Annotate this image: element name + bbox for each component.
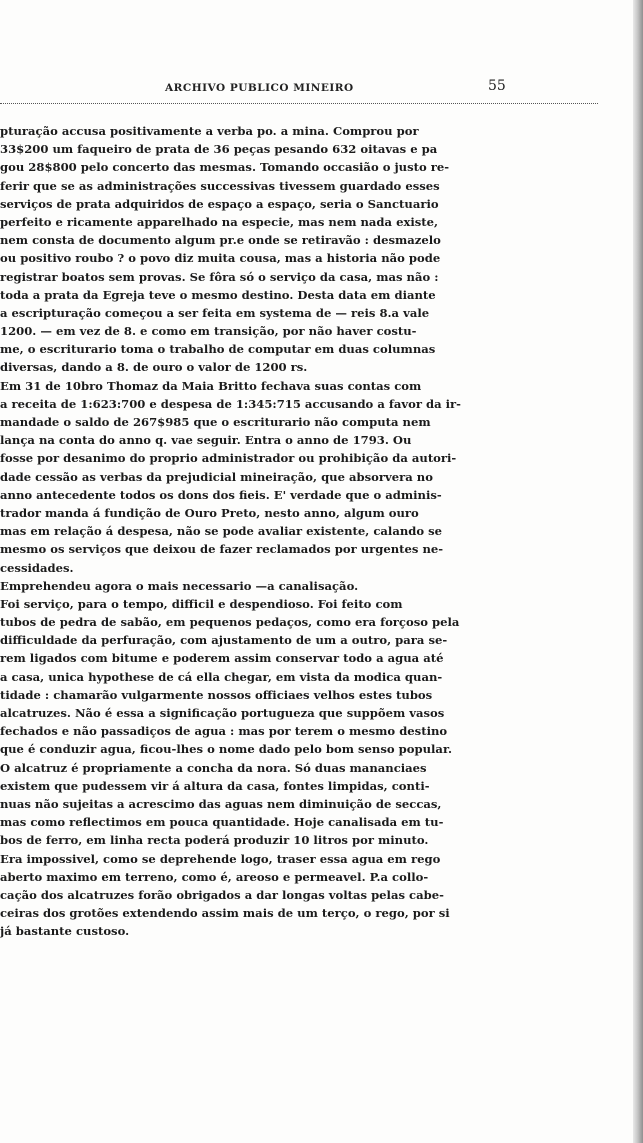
text-line: diversas, dando a 8. de ouro o valor de 1200 rs. <box>0 360 308 375</box>
text-line: anno antecedente todos os dons dos fieis. E' verdade que o adminis- <box>0 487 442 502</box>
text-line: pturação accusa positivamente a verba po. a mina. Comprou por <box>0 124 419 138</box>
text-line: me, o escriturario toma o trabalho de computar em duas columnas <box>0 342 436 357</box>
text-line: Foi serviço, para o tempo, difficil e despendioso. Foi feito com <box>0 596 403 611</box>
body-text <box>0 122 606 940</box>
text-line: dade cessão as verbas da prejudicial mineiração, que absorvera no <box>0 469 433 484</box>
text-line: tidade : chamarão vulgarmente nossos officiaes velhos estes tubos <box>0 687 433 702</box>
text-line: já bastante custoso. <box>0 924 130 939</box>
text-line: a escripturação começou a ser feita em systema de — reis 8.a vale <box>0 305 430 320</box>
page-number: 55 <box>488 78 506 94</box>
text-line: Era impossivel, como se deprehende logo, traser essa agua em rego <box>0 851 441 866</box>
text-line: fosse por desanimo do proprio administrador ou prohibição da autori- <box>0 451 457 466</box>
text-line: bos de ferro, em linha recta poderá produzir 10 litros por minuto. <box>0 833 429 848</box>
header-rule <box>0 103 598 104</box>
text-line: a casa, unica hypothese de cá ella chegar, em vista da modica quan- <box>0 669 443 684</box>
running-head: ARCHIVO PUBLICO MINEIRO <box>165 82 354 94</box>
text-line: 33$200 um faqueiro de prata de 36 peças pesando 632 oitavas e pa <box>0 142 438 157</box>
text-line: mesmo os serviços que deixou de fazer reclamados por urgentes ne- <box>0 542 444 557</box>
text-line: aberto maximo em terreno, como é, areoso e permeavel. P.a collo- <box>0 869 429 884</box>
text-line: trador manda á fundição de Ouro Preto, nesto anno, algum ouro <box>0 505 419 520</box>
text-line: rem ligados com bitume e poderem assim conservar todo a agua até <box>0 651 444 666</box>
text-line: fechados e não passadiços de agua : mas por terem o mesmo destino <box>0 724 448 739</box>
text-line: tubos de pedra de sabão, em pequenos pedaços, como era forçoso pela <box>0 615 460 630</box>
text-line: perfeito e ricamente apparelhado na especie, mas nem nada existe, <box>0 214 439 229</box>
text-line: Emprehendeu agora o mais necessario —a canalisação. <box>0 578 359 593</box>
text-line: Em 31 de 10bro Thomaz da Maia Britto fechava suas contas com <box>0 378 422 393</box>
text-line: a receita de 1:623:700 e despesa de 1:345:715 accusando a favor da ir- <box>0 396 461 411</box>
text-line: serviços de prata adquiridos de espaço a espaço, seria o Sanctuario <box>0 196 439 211</box>
text-line: mas como reflectimos em pouca quantidade. Hoje canalisada em tu- <box>0 815 444 830</box>
text-line: existem que pudessem vir á altura da casa, fontes limpidas, conti- <box>0 778 430 793</box>
text-line: registrar boatos sem provas. Se fôra só o serviço da casa, mas não : <box>0 269 439 284</box>
text-line: ferir que se as administrações successivas tivessem guardado esses <box>0 178 440 193</box>
page-edge-shadow <box>633 0 643 1143</box>
text-line: mandade o saldo de 267$985 que o escriturario não computa nem <box>0 415 431 429</box>
text-line: alcatruzes. Não é essa a significação portugueza que suppõem vasos <box>0 706 445 720</box>
text-line: mas em relação á despesa, não se pode avaliar existente, calando se <box>0 524 443 539</box>
text-line: que é conduzir agua, ficou-lhes o nome dado pelo bom senso popular. <box>0 742 453 757</box>
text-line: difficuldade da perfuração, com ajustamento de um a outro, para se- <box>0 633 448 648</box>
text-line: nem consta de documento algum pr.e onde se retiravão : desmazelo <box>0 233 441 248</box>
text-line: cessidades. <box>0 560 74 575</box>
text-line: gou 28$800 pelo concerto das mesmas. Tomando occasião o justo re- <box>0 160 450 175</box>
text-line: ou positivo roubo ? o povo diz muita cousa, mas a historia não pode <box>0 251 441 266</box>
text-line: 1200. — em vez de 8. e como em transição, por não haver costu- <box>0 324 417 339</box>
text-line: nuas não sujeitas a acrescimo das aguas nem diminuição de seccas, <box>0 796 442 811</box>
text-line: lança na conta do anno q. vae seguir. Entra o anno de 1793. Ou <box>0 433 412 448</box>
page-header <box>0 80 600 100</box>
text-line: ceiras dos grotões extendendo assim mais de um terço, o rego, por si <box>0 906 450 921</box>
text-line: toda a prata da Egreja teve o mesmo destino. Desta data em diante <box>0 287 436 302</box>
text-line: cação dos alcatruzes forão obrigados a dar longas voltas pelas cabe- <box>0 887 444 902</box>
text-line: O alcatruz é propriamente a concha da nora. Só duas mananciaes <box>0 760 427 775</box>
